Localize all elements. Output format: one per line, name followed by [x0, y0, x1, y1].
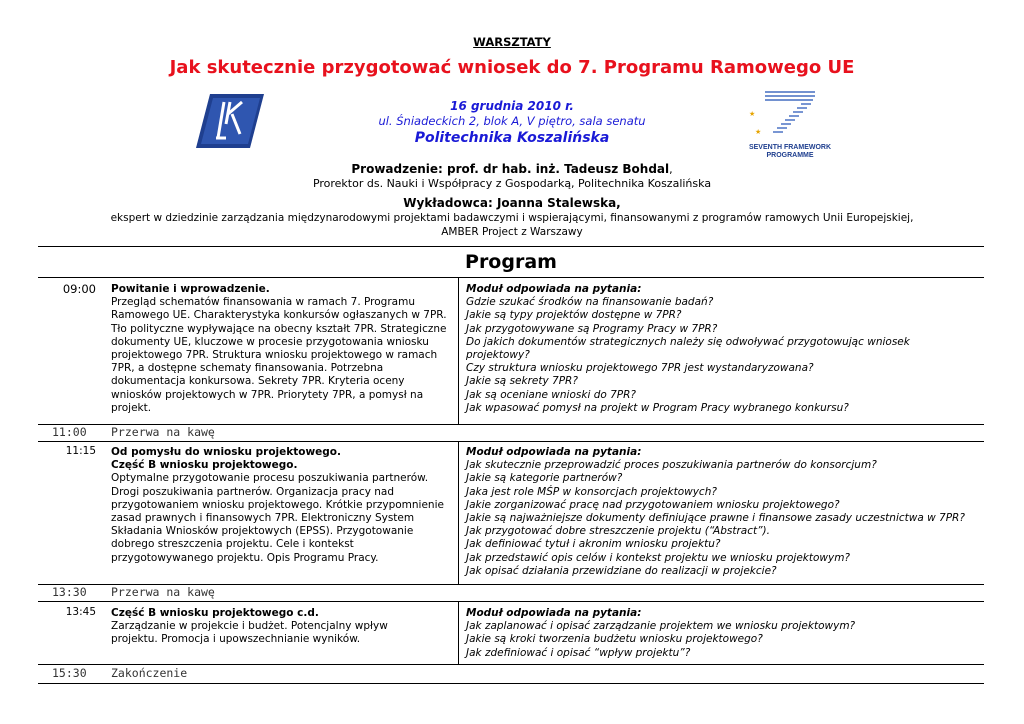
row-divider [38, 441, 984, 442]
host-info [0, 162, 1024, 191]
session-line: projektowego 7PR. Struktura wniosku projektowego w ramach [111, 349, 438, 362]
question-item: Jak wpasować pomysł na projekt w Program Pracy wybranego konkursu? [466, 401, 849, 414]
question-item: projektowy? [466, 349, 530, 362]
question-item: Jakie są sekrety 7PR? [466, 375, 578, 388]
session-line: dokumenty UE, kluczowe w procesie przygotowania wniosku [111, 335, 429, 348]
svg-text:★: ★ [749, 110, 756, 118]
session-line: 7PR, a dostępne schematy finansowania. Potrzebna [111, 362, 384, 375]
session-row [38, 606, 984, 664]
column-divider [458, 441, 459, 584]
row-divider [38, 683, 984, 684]
session-line: projekt. [111, 401, 152, 414]
column-divider [458, 601, 459, 664]
question-item: Jaka jest role MŚP w konsorcjach projektowych? [466, 485, 717, 498]
event-university: Politechnika Koszalińska [414, 130, 610, 146]
session-description [111, 446, 456, 565]
event-date: 16 grudnia 2010 r. [450, 99, 574, 113]
break-label: Przerwa na kawę [111, 585, 215, 599]
questions-header: Moduł odpowiada na pytania: [466, 283, 642, 295]
session-time: 13:45 [65, 606, 96, 618]
question-item: Jak przygotować dobre streszczenie projektu (“Abstract”). [466, 525, 770, 538]
page-title: Jak skutecznie przygotować wniosek do 7. Programu Ramowego UE [169, 57, 855, 78]
question-item: Jakie są kroki tworzenia budżetu wniosku projektowego? [466, 633, 763, 646]
session-line: wniosków projektowych w 7PR. Priorytety 7PR, a pomysł na [111, 388, 424, 401]
session-line: Ramowego UE. Charakterystyka konkursów ogłaszanych w 7PR. [111, 309, 447, 322]
fp7-logo-line2: PROGRAMME [766, 152, 814, 159]
questions-header: Moduł odpowiada na pytania: [466, 446, 642, 458]
question-item: Jak definiować tytuł i akronim wniosku projektu? [466, 538, 721, 551]
break-label: Zakończenie [111, 666, 188, 680]
lecturer-label: Wykładowca: Joanna Stalewska, [403, 196, 621, 210]
break-row [38, 424, 984, 440]
session-questions [466, 283, 981, 415]
session-questions [466, 446, 981, 578]
break-row [38, 584, 984, 600]
column-divider [458, 278, 459, 424]
program-heading: Program [38, 246, 984, 278]
question-item: Jakie są kategorie partnerów? [466, 472, 623, 485]
host-role: Prorektor ds. Nauki i Współpracy z Gospodarką, Politechnika Koszalińska [312, 177, 712, 190]
session-line: dokumentacja konkursowa. Sekrety 7PR. Kryteria oceny [111, 375, 405, 388]
break-time: 11:00 [52, 425, 87, 439]
question-item: Jak przedstawić opis celów i kontekst projektu we wniosku projektowym? [466, 551, 851, 564]
row-divider [38, 601, 984, 602]
question-item: Jak opisać działania przewidziane do realizacji w projekcie? [466, 564, 777, 577]
break-time: 13:30 [52, 585, 87, 599]
session-line: projektu. Promocja i upowszechnianie wyników. [111, 633, 361, 646]
question-item: Gdzie szukać środków na finansowanie badań? [466, 296, 714, 309]
session-line: Przegląd schematów finansowania w ramach 7. Programu [111, 296, 415, 309]
session-row [38, 445, 984, 585]
session-line: Drogi poszukiwania partnerów. Organizacja pracy nad [111, 485, 395, 498]
session-line: przygotowywanego projektu. Opis Programu Pracy. [111, 551, 379, 564]
session-line: Zarządzanie w projekcie i budżet. Potencjalny wpływ [111, 620, 388, 633]
question-item: Jak zdefiniować i opisać “wpływ projektu”? [466, 646, 691, 659]
session-time: 09:00 [62, 282, 96, 296]
questions-header: Moduł odpowiada na pytania: [466, 607, 642, 619]
question-item: Jak zaplanować i opisać zarządzanie projektem we wniosku projektowym? [466, 620, 856, 633]
workshop-kicker: WARSZTATY [473, 35, 551, 49]
lecturer-info [0, 196, 1024, 239]
event-address: ul. Śniadeckich 2, blok A, V piętro, sala senatu [378, 114, 646, 128]
svg-text:★: ★ [755, 128, 762, 136]
session-questions [466, 607, 981, 660]
session-line: przygotowaniem wniosku projektowego. Krótkie przypomnienie [111, 498, 444, 511]
session-line: Tło polityczne wypływające na obecny kształt 7PR. Strategiczne [111, 322, 447, 335]
question-item: Jakie są typy projektów dostępne w 7PR? [466, 309, 682, 322]
session-description [111, 607, 456, 647]
session-title: Część B wniosku projektowego c.d. [111, 607, 319, 619]
session-subtitle: Część B wniosku projektowego. [111, 459, 298, 472]
host-label: Prowadzenie: prof. dr hab. inż. Tadeusz Bohdal [351, 162, 670, 176]
break-time: 15:30 [52, 666, 87, 680]
session-time: 11:15 [65, 445, 96, 457]
question-item: Jak skutecznie przeprowadzić proces poszukiwania partnerów do konsorcjum? [466, 459, 877, 472]
host-suffix: , [669, 163, 673, 176]
question-item: Czy struktura wniosku projektowego 7PR jest wystandaryzowana? [466, 362, 814, 375]
question-item: Jakie są najważniejsze dokumenty definiujące prawne i finansowe zasady uczestnictwa w 7PR? [466, 512, 965, 525]
session-line: Optymalne przygotowanie procesu poszukiwania partnerów. [111, 472, 429, 485]
question-item: Do jakich dokumentów strategicznych należy się odwoływać przygotowując wniosek [466, 335, 910, 348]
break-row [38, 665, 984, 681]
question-item: Jak są oceniane wnioski do 7PR? [466, 388, 637, 401]
session-title: Powitanie i wprowadzenie. [111, 283, 270, 295]
session-row [38, 282, 984, 422]
lecturer-line1: ekspert w dziedzinie zarządzania międzynarodowymi projektami badawczymi i wspierającymi, finansowanymi z programów ramowych Unii Europejskiej, [110, 212, 914, 224]
session-description [111, 283, 456, 415]
question-item: Jakie zorganizować pracę nad przygotowaniem wniosku projektowego? [466, 498, 840, 511]
session-line: dobrego streszczenia projektu. Cele i kontekst [111, 538, 354, 551]
fp7-logo-line1: SEVENTH FRAMEWORK [748, 144, 832, 151]
session-title: Od pomysłu do wniosku projektowego. [111, 446, 342, 458]
break-label: Przerwa na kawę [111, 425, 215, 439]
lecturer-line2: AMBER Project z Warszawy [441, 226, 583, 238]
question-item: Jak przygotowywane są Programy Pracy w 7PR? [466, 322, 718, 335]
session-line: zasad prawnych i finansowych 7PR. Elektroniczny System [111, 512, 415, 525]
session-line: Składania Wniosków projektowych (EPSS). Przygotowanie [111, 525, 414, 538]
event-info [0, 99, 1024, 148]
